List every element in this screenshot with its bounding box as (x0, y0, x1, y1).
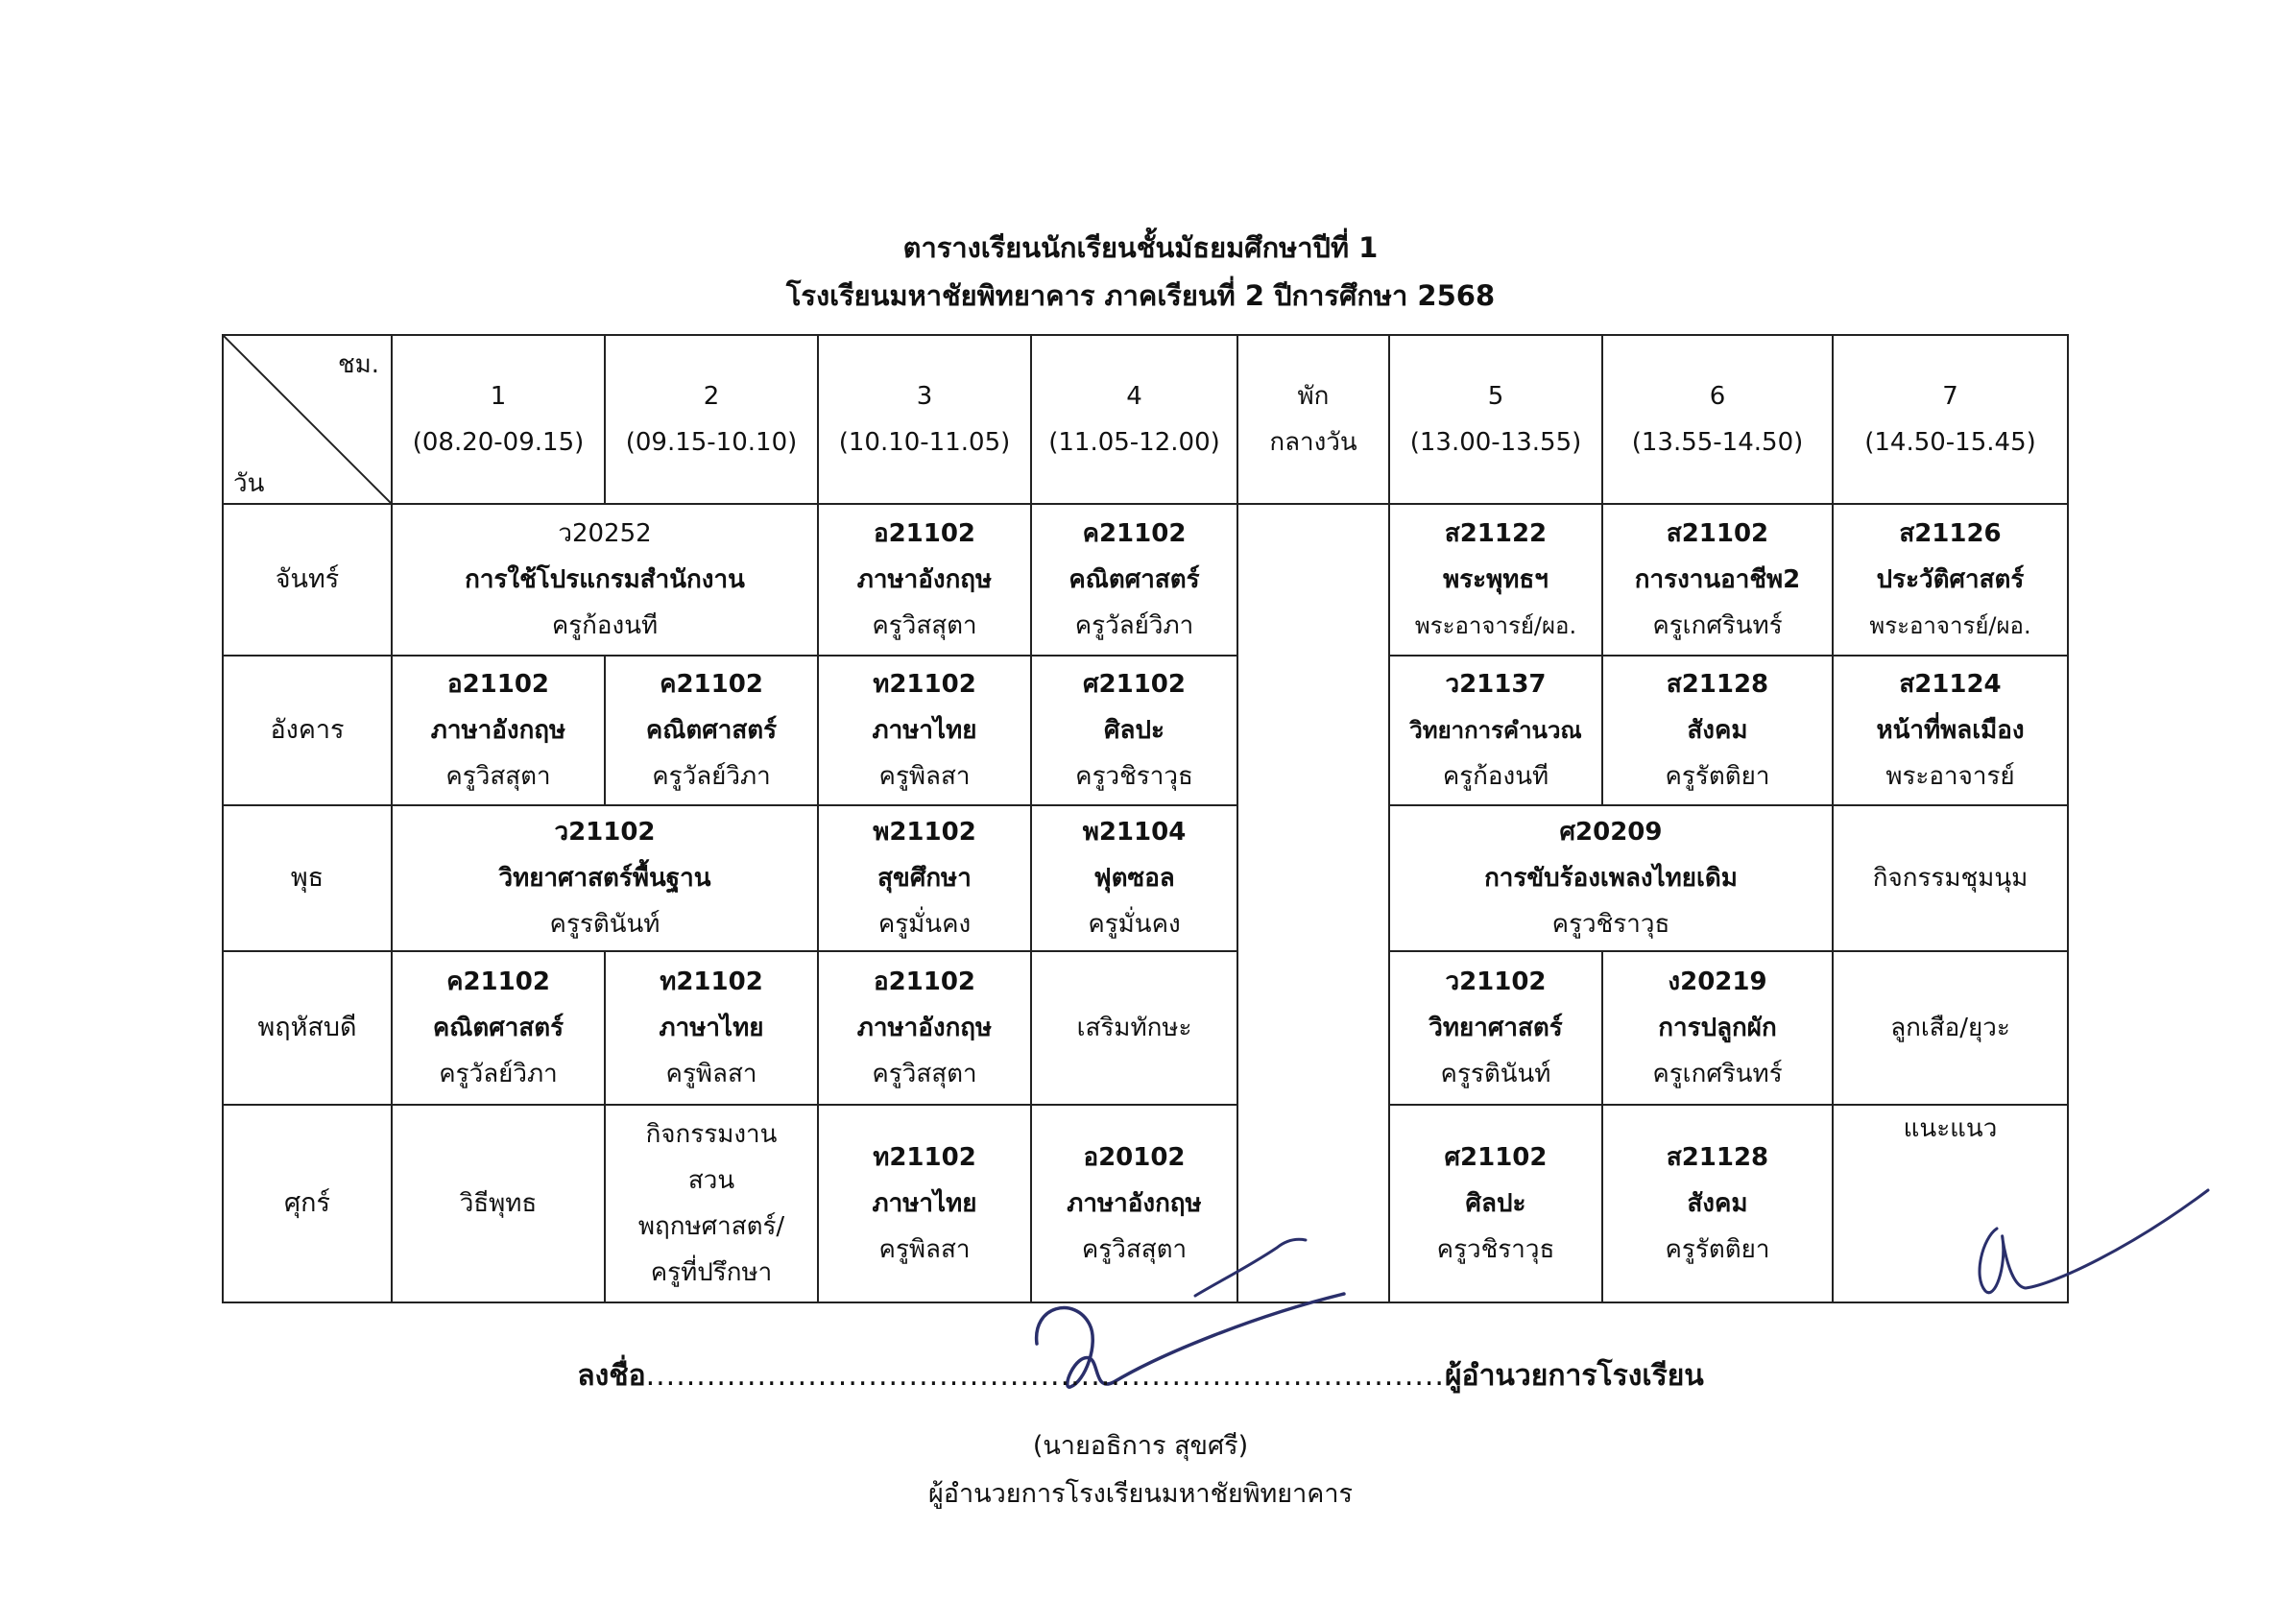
row-monday (223, 504, 2068, 656)
timetable (222, 334, 2069, 1303)
cell-tue-p2: ค21102 คณิตศาสตร์ ครูวัลย์วิภา (605, 656, 818, 805)
lunch-cell-tue (1237, 656, 1389, 805)
cell-tue-p7: ส21124 หน้าที่พลเมือง พระอาจารย์ (1833, 656, 2068, 805)
period-header-2: 2 (09.15-10.10) (605, 335, 818, 504)
day-wednesday: พุธ (223, 805, 392, 951)
cell-thu-p6: ง20219 การปลูกผัก ครูเกศรินทร์ (1602, 951, 1833, 1105)
cell-wed-p5-6: ศ20209 การขับร้องเพลงไทยเดิม ครูวชิราวุธ (1389, 805, 1833, 951)
day-header-label: วัน (233, 469, 265, 498)
lunch-cell-thu (1237, 951, 1389, 1105)
cell-wed-p4: พ21104 ฟุตซอล ครูมั่นคง (1031, 805, 1237, 951)
cell-mon-p7: ส21126 ประวัติศาสตร์ พระอาจารย์/ผอ. (1833, 504, 2068, 656)
header-row (223, 335, 2068, 504)
lunch-cell-mon (1237, 504, 1389, 656)
cell-fri-p6: ส21128 สังคม ครูรัตติยา (1602, 1105, 1833, 1302)
cell-fri-p1: วิธีพุทธ (392, 1105, 605, 1302)
cell-mon-p4: ค21102 คณิตศาสตร์ ครูวัลย์วิภา (1031, 504, 1237, 656)
cell-tue-p5: ว21137 วิทยาการคำนวณ ครูก้องนที (1389, 656, 1602, 805)
period-header-1: 1 (08.20-09.15) (392, 335, 605, 504)
cell-fri-p3: ท21102 ภาษาไทย ครูพิลสา (818, 1105, 1031, 1302)
cell-thu-p2: ท21102 ภาษาไทย ครูพิลสา (605, 951, 818, 1105)
cell-fri-p2: กิจกรรมงาน สวน พฤกษศาสตร์/ ครูที่ปรึกษา (605, 1105, 818, 1302)
cell-wed-p7: กิจกรรมชุมนุม (1833, 805, 2068, 951)
lunch-header: พัก กลางวัน (1237, 335, 1389, 504)
cell-thu-p1: ค21102 คณิตศาสตร์ ครูวัลย์วิภา (392, 951, 605, 1105)
period-header-7: 7 (14.50-15.45) (1833, 335, 2068, 504)
period-header-4: 4 (11.05-12.00) (1031, 335, 1237, 504)
lunch-cell-wed (1237, 805, 1389, 951)
cell-tue-p1: อ21102 ภาษาอังกฤษ ครูวิสสุตา (392, 656, 605, 805)
signature-prefix: ลงชื่อ (577, 1359, 646, 1393)
cell-tue-p4: ศ21102 ศิลปะ ครูวชิราวุธ (1031, 656, 1237, 805)
handwritten-signature-period7 (1939, 1181, 2218, 1305)
period-header-label: ชม. (337, 350, 379, 379)
cell-thu-p3: อ21102 ภาษาอังกฤษ ครูวิสสุตา (818, 951, 1031, 1105)
row-friday (223, 1105, 2068, 1302)
cell-mon-p5: ส21122 พระพุทธฯ พระอาจารย์/ผอ. (1389, 504, 1602, 656)
signature-dots: ............................................................................... (645, 1359, 1445, 1393)
cell-tue-p6: ส21128 สังคม ครูรัตติยา (1602, 656, 1833, 805)
director-name: (นายอธิการ สุขศรี) (1032, 1431, 1249, 1461)
cell-thu-p5: ว21102 วิทยาศาสตร์ ครูรตินันท์ (1389, 951, 1602, 1105)
day-tuesday: อังคาร (223, 656, 392, 805)
signature-line (0, 1353, 2281, 1398)
period-header-5: 5 (13.00-13.55) (1389, 335, 1602, 504)
schedule-title: ตารางเรียนนักเรียนชั้นมัธยมศึกษาปีที่ 1 (902, 231, 1379, 264)
cell-mon-p1-2: ว20252 การใช้โปรแกรมสำนักงาน ครูก้องนที (392, 504, 818, 656)
row-thursday (223, 951, 2068, 1105)
row-wednesday (223, 805, 2068, 951)
cell-fri-p4: อ20102 ภาษาอังกฤษ ครูวิสสุตา (1031, 1105, 1237, 1302)
school-term-subtitle: โรงเรียนมหาชัยพิทยาคาร ภาคเรียนที่ 2 ปีการศึกษา 2568 (785, 279, 1496, 312)
day-thursday: พฤหัสบดี (223, 951, 392, 1105)
cell-tue-p3: ท21102 ภาษาไทย ครูพิลสา (818, 656, 1031, 805)
period-header-6: 6 (13.55-14.50) (1602, 335, 1833, 504)
signature-suffix: ผู้อำนวยการโรงเรียน (1444, 1359, 1704, 1393)
cell-thu-p7: ลูกเสือ/ยุวะ (1833, 951, 2068, 1105)
cell-fri-p5: ศ21102 ศิลปะ ครูวชิราวุธ (1389, 1105, 1602, 1302)
cell-wed-p3: พ21102 สุขศึกษา ครูมั่นคง (818, 805, 1031, 951)
day-friday: ศุกร์ (223, 1105, 392, 1302)
corner-cell (223, 335, 392, 504)
cell-thu-p4: เสริมทักษะ (1031, 951, 1237, 1105)
day-monday: จันทร์ (223, 504, 392, 656)
cell-wed-p1-2: ว21102 วิทยาศาสตร์พื้นฐาน ครูรตินันท์ (392, 805, 818, 951)
period-header-3: 3 (10.10-11.05) (818, 335, 1031, 504)
cell-mon-p6: ส21102 การงานอาชีพ2 ครูเกศรินทร์ (1602, 504, 1833, 656)
cell-fri-p7: แนะแนว (1833, 1105, 2068, 1302)
row-tuesday (223, 656, 2068, 805)
cell-mon-p3: อ21102 ภาษาอังกฤษ ครูวิสสุตา (818, 504, 1031, 656)
director-position: ผู้อำนวยการโรงเรียนมหาชัยพิทยาคาร (927, 1479, 1354, 1509)
